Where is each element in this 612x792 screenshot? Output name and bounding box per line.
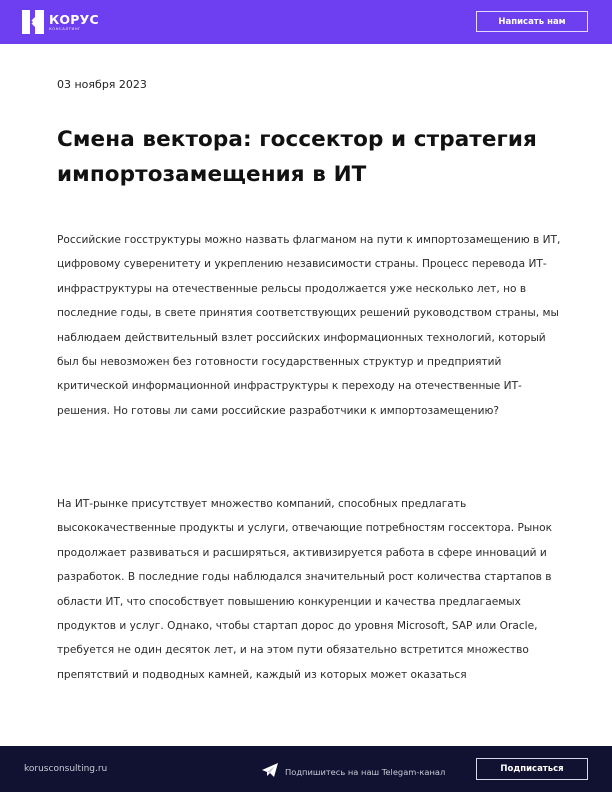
- article-paragraph: Российские госструктуры можно назвать флагманом на пути к импортозамещению в ИТ, цифровому суверенитету и укреплению независимости страны. Процесс перевода ИТ-инфраструктуры на отечественные рельсы продолжается уже несколько лет, но в последние годы, в свете принятия соответствующих решений руководством страны, мы наблюдаем действительный взлет российских информационных технологий, который был бы невозможен без готовности государственных структур и предприятий критической информационной инфраструктуры к переходу на отечественные ИТ-решения. Но готовы ли сами российские разработчики к импортозамещению?: [57, 234, 561, 417]
- korus-logo-icon: [22, 10, 44, 34]
- korus-logo[interactable]: [22, 10, 99, 34]
- article-title: Смена вектора: госсектор и стратегия импортозамещения в ИТ: [57, 127, 537, 187]
- article-date: 03 ноября 2023: [57, 78, 147, 91]
- site-link[interactable]: korusconsulting.ru: [24, 764, 108, 774]
- logo-subtitle: КОНСАЛТИНГ: [49, 26, 81, 31]
- telegram-text: Подпишитесь на наш Telegam-канал: [285, 766, 446, 777]
- subscribe-button[interactable]: Подписаться: [476, 758, 588, 780]
- logo-name: КОРУС: [49, 12, 99, 27]
- article-paragraph: На ИТ-рынке присутствует множество компаний, способных предлагать высококачественные продукты и услуги, отвечающие потребностям госсектора. Рынок продолжает развиваться и расширяться, активизируется работа в сфере инноваций и разработок. В последние годы наблюдался значительный рост количества стартапов в области ИТ, что способствует повышению конкуренции и качества предлагаемых продуктов и услуг. Однако, чтобы стартап дорос до уровня Microsoft, SAP или Oracle, требуется не один десяток лет, и на этом пути обязательно встретится множество препятствий и подводных камней, каждый из которых может оказаться: [57, 498, 553, 681]
- telegram-icon: [262, 762, 278, 781]
- telegram-promo[interactable]: [262, 762, 445, 781]
- top-header: [0, 0, 612, 44]
- write-us-button[interactable]: Написать нам: [476, 11, 588, 32]
- bottom-footer: [0, 746, 612, 792]
